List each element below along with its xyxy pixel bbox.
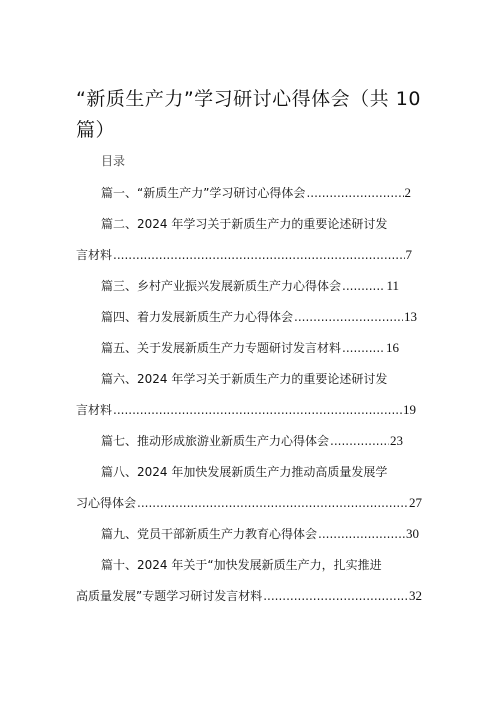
toc-entry-9[interactable] bbox=[101, 525, 419, 543]
toc-entry-page: 19 bbox=[403, 402, 416, 417]
toc-entry-title: 高质量发展”专题学习研讨发言材料 bbox=[76, 589, 263, 603]
toc-entry-4[interactable] bbox=[101, 308, 417, 326]
dot-leader bbox=[342, 277, 385, 295]
dot-leader bbox=[263, 587, 408, 605]
toc-entry-page: 13 bbox=[404, 309, 417, 324]
toc-entry-title: 言材料 bbox=[76, 248, 113, 262]
toc-entry-page: 30 bbox=[406, 526, 419, 541]
toc-entry-8[interactable] bbox=[76, 494, 422, 512]
toc-entry-title: 篇七、推动形成旅游业新质生产力心得体会 bbox=[101, 434, 330, 448]
toc-entry-title: 篇四、着力发展新质生产力心得体会 bbox=[101, 310, 294, 324]
toc-entry-page: 16 bbox=[386, 340, 399, 355]
dot-leader bbox=[137, 494, 408, 512]
toc-entry-1[interactable] bbox=[101, 184, 411, 202]
toc-heading: 目录 bbox=[101, 154, 126, 168]
toc-entry-title: 习心得体会 bbox=[76, 496, 137, 510]
toc-entry-title: 篇三、乡村产业振兴发展新质生产力心得体会 bbox=[101, 279, 342, 293]
toc-entry-title: 篇五、关于发展新质生产力专题研讨发言材料 bbox=[101, 341, 342, 355]
toc-entry-10-line1[interactable]: 篇十、2024 年关于“加快发展新质生产力，扎实推进 bbox=[101, 558, 382, 572]
toc-entry-page: 27 bbox=[409, 495, 422, 510]
toc-entry-page: 32 bbox=[409, 588, 422, 603]
toc-entry-7[interactable] bbox=[101, 432, 403, 450]
toc-entry-page: 7 bbox=[405, 247, 412, 262]
toc-entry-3[interactable] bbox=[101, 277, 399, 295]
toc-entry-6-line1[interactable]: 篇六、2024 年学习关于新质生产力的重要论述研讨发 bbox=[101, 372, 388, 386]
toc-entry-10[interactable] bbox=[76, 587, 422, 605]
toc-entry-page: 2 bbox=[404, 185, 411, 200]
document-title: “新质生产力”学习研讨心得体会（共 10 篇） bbox=[76, 88, 421, 141]
toc-entry-title: 篇九、党员干部新质生产力教育心得体会 bbox=[101, 527, 318, 541]
dot-leader bbox=[294, 308, 403, 326]
toc-entry-title: 言材料 bbox=[76, 403, 113, 417]
dot-leader bbox=[306, 184, 403, 202]
dot-leader bbox=[342, 339, 385, 357]
toc-entry-2-line1[interactable]: 篇二、2024 年学习关于新质生产力的重要论述研讨发 bbox=[101, 217, 388, 231]
toc-entry-5[interactable] bbox=[101, 339, 399, 357]
toc-entry-8-line1[interactable]: 篇八、2024 年加快发展新质生产力推动高质量发展学 bbox=[101, 465, 388, 479]
toc-entry-2[interactable] bbox=[76, 246, 412, 264]
toc-entry-title: 篇一、“新质生产力”学习研讨心得体会 bbox=[101, 186, 306, 200]
dot-leader bbox=[318, 525, 405, 543]
dot-leader bbox=[113, 246, 404, 264]
dot-leader bbox=[113, 401, 402, 419]
toc-entry-6[interactable] bbox=[76, 401, 416, 419]
dot-leader bbox=[330, 432, 389, 450]
toc-entry-page: 23 bbox=[390, 433, 403, 448]
toc-entry-page: 11 bbox=[386, 278, 399, 293]
